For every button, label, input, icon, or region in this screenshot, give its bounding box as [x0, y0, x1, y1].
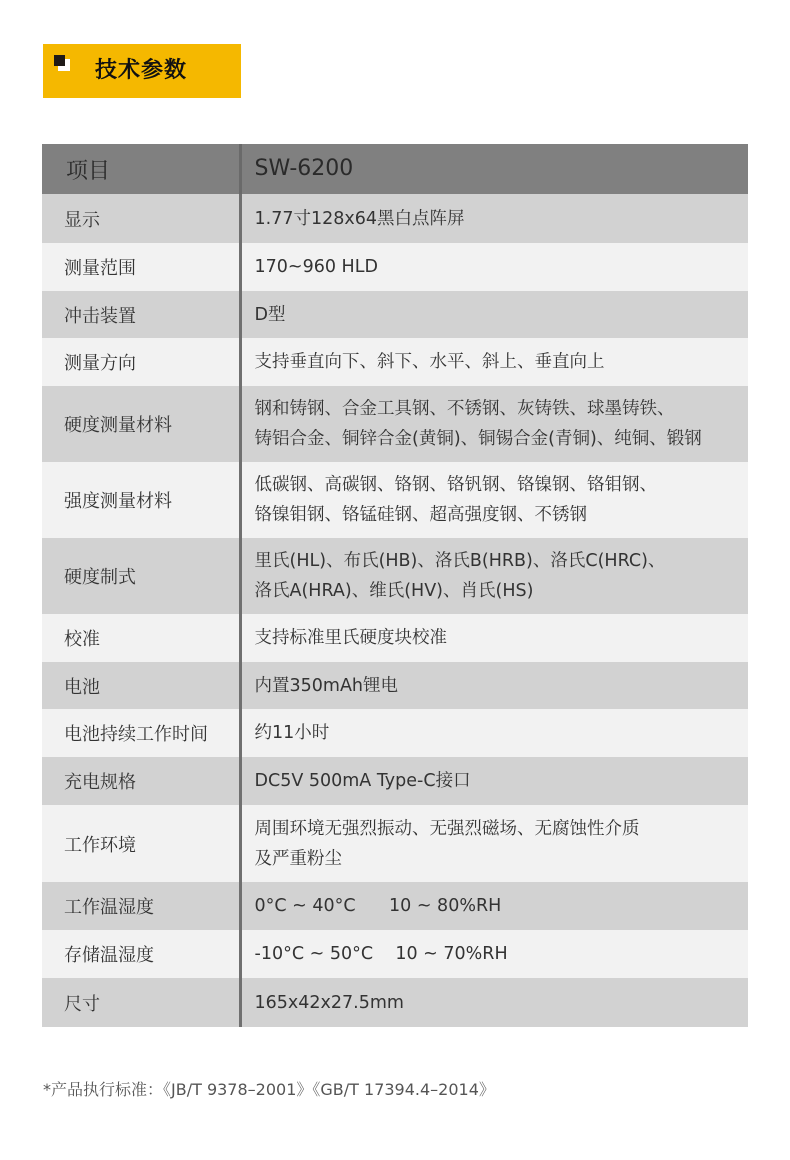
table-row — [42, 882, 748, 930]
row-label: 强度测量材料 — [42, 462, 240, 538]
squares-icon — [54, 55, 70, 71]
table-row — [42, 930, 748, 978]
row-value-line: 铬镍钼钢、铬锰硅钢、超高强度钢、不锈钢 — [254, 505, 587, 525]
row-value-line: 170~960 HLD — [254, 257, 378, 277]
row-value — [240, 930, 748, 978]
row-label: 存储温湿度 — [42, 930, 240, 978]
row-value-line: 钢和铸钢、合金工具钢、不锈钢、灰铸铁、球墨铸铁、 — [254, 399, 675, 419]
row-label: 测量范围 — [42, 243, 240, 291]
row-value-line: D型 — [254, 304, 286, 325]
row-label: 电池 — [42, 662, 240, 709]
row-value-line: 低碳钢、高碳钢、铬钢、铬钒钢、铬镍钢、铬钼钢、 — [254, 475, 657, 495]
row-label: 电池持续工作时间 — [42, 709, 240, 757]
row-value — [240, 805, 748, 882]
table-row — [42, 338, 748, 386]
table-row — [42, 291, 748, 338]
table-row — [42, 386, 748, 462]
row-label: 工作温湿度 — [42, 882, 240, 930]
row-value — [240, 662, 748, 709]
section-title: 技术参数 — [95, 58, 188, 83]
row-value — [240, 757, 748, 805]
standards-footnote: *产品执行标准：《JB/T 9378–2001》《GB/T 17394.4–2014》 — [43, 1080, 495, 1099]
row-value — [240, 462, 748, 538]
row-label: 显示 — [42, 194, 240, 243]
row-value-line: 约11小时 — [254, 723, 330, 743]
row-label: 校准 — [42, 614, 240, 662]
row-value-line: DC5V 500mA Type-C接口 — [254, 771, 471, 791]
row-label: 充电规格 — [42, 757, 240, 805]
row-label: 工作环境 — [42, 805, 240, 882]
row-value — [240, 386, 748, 462]
row-value-line: 里氏(HL)、布氏(HB)、洛氏B(HRB)、洛氏C(HRC)、 — [254, 551, 666, 571]
row-value — [240, 538, 748, 614]
row-value-line: 0°C ~ 40°C 10 ~ 80%RH — [254, 896, 502, 916]
row-value — [240, 614, 748, 662]
table-row — [42, 614, 748, 662]
row-label: 硬度测量材料 — [42, 386, 240, 462]
table-row — [42, 662, 748, 709]
row-value — [240, 338, 748, 386]
table-row — [42, 194, 748, 243]
row-value-line: 铸铝合金、铜锌合金(黄铜)、铜锡合金(青铜)、纯铜、锻钢 — [254, 429, 702, 449]
row-value-line: 内置350mAh锂电 — [254, 675, 399, 696]
table-header-row — [42, 144, 748, 194]
table-row — [42, 805, 748, 882]
row-value — [240, 882, 748, 930]
row-value-line: -10°C ~ 50°C 10 ~ 70%RH — [254, 944, 508, 964]
section-title-badge — [43, 44, 241, 98]
spec-table — [42, 144, 748, 1027]
header-label-cell: 项目 — [42, 144, 240, 194]
row-value-line: 1.77寸128x64黑白点阵屏 — [254, 208, 465, 229]
row-value — [240, 243, 748, 291]
table-row — [42, 462, 748, 538]
table-row — [42, 709, 748, 757]
row-value — [240, 291, 748, 338]
table-row — [42, 978, 748, 1027]
row-value — [240, 709, 748, 757]
row-value-line: 周围环境无强烈振动、无强烈磁场、无腐蚀性介质 — [254, 818, 640, 839]
table-row — [42, 243, 748, 291]
row-value-line: 支持标准里氏硬度块校准 — [254, 628, 447, 648]
row-label: 尺寸 — [42, 978, 240, 1027]
table-row — [42, 757, 748, 805]
table-row — [42, 538, 748, 614]
row-value-line: 及严重粉尘 — [254, 848, 342, 869]
row-label: 冲击装置 — [42, 291, 240, 338]
row-label: 硬度制式 — [42, 538, 240, 614]
row-value-line: 165x42x27.5mm — [254, 992, 404, 1013]
row-value — [240, 194, 748, 243]
row-label: 测量方向 — [42, 338, 240, 386]
row-value-line: 支持垂直向下、斜下、水平、斜上、垂直向上 — [254, 352, 605, 372]
header-model-cell: SW-6200 — [240, 144, 748, 194]
row-value — [240, 978, 748, 1027]
row-value-line: 洛氏A(HRA)、维氏(HV)、肖氏(HS) — [254, 581, 534, 601]
